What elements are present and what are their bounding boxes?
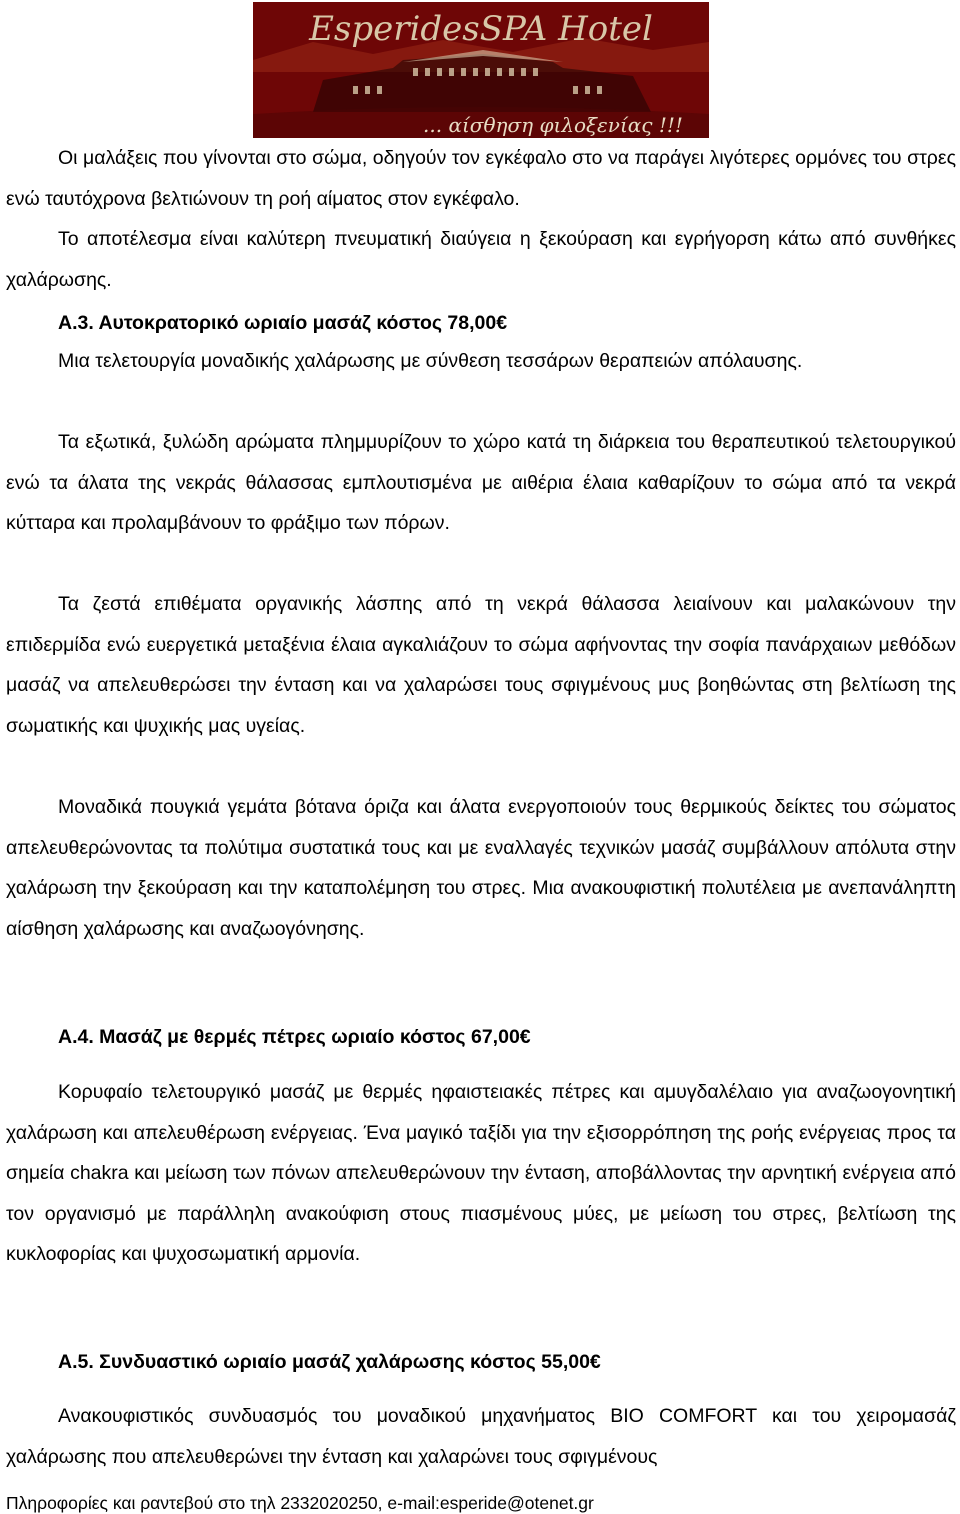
hotel-logo-graphic — [253, 2, 709, 138]
heading-hot-stones: Α.4. Μασάζ με θερμές πέτρες ωριαίο κόστος 67,00€ — [58, 1026, 531, 1048]
paragraph-hot-stones: Κορυφαίο τελετουργικό μασάζ με θερμές ηφαιστειακές πέτρες και αμυγδαλέλαιο για αναζωογονητική χαλάρωση και απελευθέρωση ενέργειας. Ένα μαγικό ταξίδι για την εξισορρόπηση της ροής ενέργειας προς τα σημεία chakra και μείωση των πόνων απελευθερώνουν την ένταση, αποβάλλοντας την αρνητική ενέργεια από τον οργανισμό με παράλληλη ανακούφιση στους πιασμένους μύες, με μείωση του στρες, βελτίωση της κυκλοφορίας και ψυχοσωματική αρμονία. — [6, 1081, 956, 1265]
paragraph-bio-comfort: Ανακουφιστικός συνδυασμός του μοναδικού μηχανήματος BIO COMFORT και του χειρομασάζ χαλάρωσης που απελευθερώνει την ένταση και χαλαρώνει τους σφιγμένους — [6, 1405, 956, 1468]
paragraph-mud-wraps: Τα ζεστά επιθέματα οργανικής λάσπης από τη νεκρά θάλασσα λειαίνουν και μαλακώνουν την επιδερμίδα ενώ ευεργετικά μεταξένια έλαια αγκαλιάζουν το σώμα αφήνοντας την σοφία πανάρχαιων μεθόδων μασάζ να απελευθερώσει την ένταση και να χαλαρώσει τους σφιγμένους μυς βοηθώντας στη βελτίωση της σωματικής και ψυχικής μας υγείας. — [6, 593, 956, 737]
hotel-logo — [253, 2, 709, 138]
heading-imperial-massage: Α.3. Αυτοκρατορικό ωριαίο μασάζ κόστος 78,00€ — [58, 312, 508, 334]
paragraph-massage-hormones: Οι μαλάξεις που γίνονται στο σώμα, οδηγούν τον εγκέφαλο στο να παράγει λιγότερες ορμόνες του στρες ενώ ταυτόχρονα βελτιώνουν τη ροή αίματος στον εγκέφαλο. — [6, 147, 956, 210]
paragraph-exotic-aromas: Τα εξωτικά, ξυλώδη αρώματα πλημμυρίζουν το χώρο κατά τη διάρκεια του θεραπευτικού τελετουργικού ενώ τα άλατα της νεκράς θάλασσας εμπλουτισμένα με αιθέρια έλαια καθαρίζουν το σώμα από τα νεκρά κύτταρα και προλαμβάνουν το φράξιμο των πόρων. — [6, 431, 956, 534]
logo-brand-text: EsperidesSPA Hotel — [309, 9, 653, 49]
paragraph-herbal-pouches: Μοναδικά πουγκιά γεμάτα βότανα όριζα και άλατα ενεργοποιούν τους θερμικούς δείκτες του σώματος απελευθερώνοντας τα πολύτιμα συστατικά τους και με εναλλαγές τεχνικών μασάζ συμβάλλουν απόλυτα στην χαλάρωση την ξεκούραση και την καταπολέμηση του στρες. Μια ανακουφιστική πολυτέλεια με ανεπανάληπτη αίσθηση χαλάρωσης και αναζωογόνησης. — [6, 796, 956, 940]
logo-tagline-text: ... αίσθηση φιλοξενίας !!! — [423, 113, 683, 137]
footer-contact: Πληροφορίες και ραντεβού στο τηλ 2332020250, e-mail:esperide@otenet.gr — [6, 1493, 594, 1513]
paragraph-imperial-intro: Μια τελετουργία μοναδικής χαλάρωσης με σύνθεση τεσσάρων θεραπειών απόλαυσης. — [58, 350, 803, 372]
heading-combined-massage: Α.5. Συνδυαστικό ωριαίο μασάζ χαλάρωσης κόστος 55,00€ — [58, 1351, 601, 1373]
paragraph-mental-clarity: Το αποτέλεσμα είναι καλύτερη πνευματική διαύγεια η ξεκούραση και εγρήγορση κάτω από συνθήκες χαλάρωσης. — [6, 228, 956, 291]
